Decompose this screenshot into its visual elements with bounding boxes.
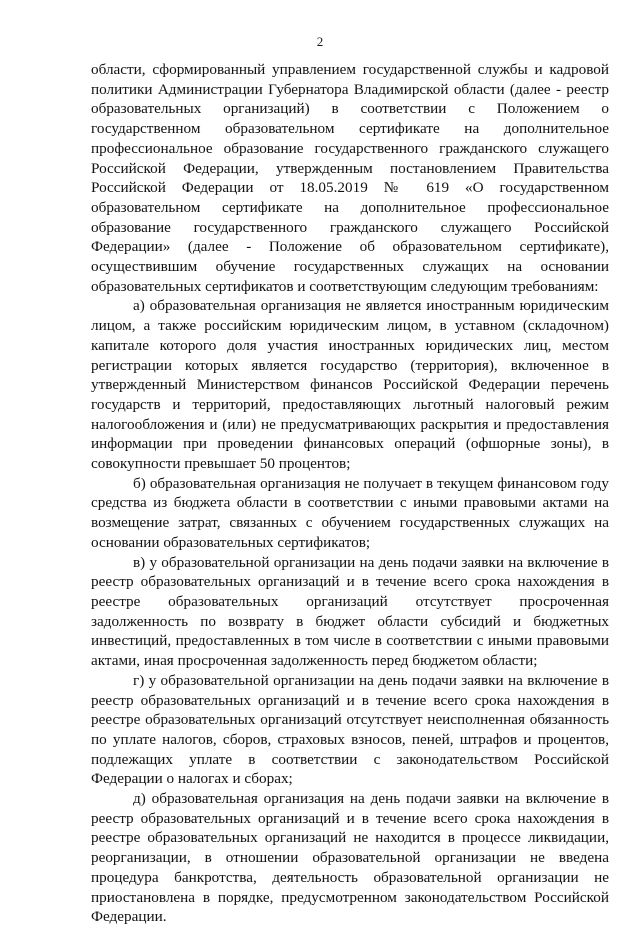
paragraph-item-d: д) образовательная организация на день подачи заявки на включение в реестр образовательных организаций и в течение всего срока нахождения в реестре образовательных организаций не находится в процессе ликвидации, реорганизации, в отношении образовательной организации не введена процедура банкротства, деятельность образовательной организации не приостановлена в порядке, предусмотренном законодательством Российской Федерации. [91, 790, 609, 926]
paragraph-item-v: в) у образовательной организации на день подачи заявки на включение в реестр образовательных организаций и в течение всего срока нахождения в реестре образовательных организаций отсутствует просроченная задолженность по возврату в бюджет области субсидий и бюджетных инвестиций, предоставленных в том числе в соответствии с иными правовыми актами, иная просроченная задолженность перед бюджетом области; [91, 553, 609, 670]
page-number: 2 [316, 34, 324, 49]
paragraph-item-a: а) образовательная организация не является иностранным юридическим лицом, а также российским юридическим лицом, в уставном (складочном) капитале которого доля участия иностранных юридических лиц, местом регистрации которых является государство (территория), включенное в утвержденный Министерством финансов Российской Федерации перечень государств и территорий, предоставляющих льготный налоговый режим налогообложения и (или) не предусматривающих раскрытия и предоставления информации при проведении финансовых операций (офшорные зоны), в совокупности превышает 50 процентов; [91, 297, 609, 473]
paragraph-item-b: б) образовательная организация не получает в текущем финансовом году средства из бюджета области в соответствии с иными правовыми актами на возмещение затрат, связанных с обучением государственных служащих на основании образовательных сертификатов; [91, 474, 609, 551]
paragraph-item-g: г) у образовательной организации на день подачи заявки на включение в реестр образовательных организаций и в течение всего срока нахождения в реестре образовательных организаций отсутствует неисполненная обязанность по уплате налогов, сборов, страховых взносов, пеней, штрафов и процентов, подлежащих уплате в соответствии с законодательством Российской Федерации о налогах и сборах; [91, 671, 609, 788]
paragraph-intro: области, сформированный управлением государственной службы и кадровой политики Администрации Губернатора Владимирской области (далее - реестр образовательных организаций) в соответствии с Положением о государственном образовательном сертификате на дополнительное профессиональное образование государственного гражданского служащего Российской Федерации, утвержденным постановлением Правительства Российской Федерации от 18.05.2019 № 619 «О государственном образовательном сертификате на дополнительное профессиональное образование государственного гражданского служащего Российской Федерации» (далее - Положение об образовательном сертификате), осуществившим обучение государственных служащих на основании образовательных сертификатов и соответствующим следующим требованиям: [91, 61, 609, 295]
document-body [91, 60, 609, 927]
